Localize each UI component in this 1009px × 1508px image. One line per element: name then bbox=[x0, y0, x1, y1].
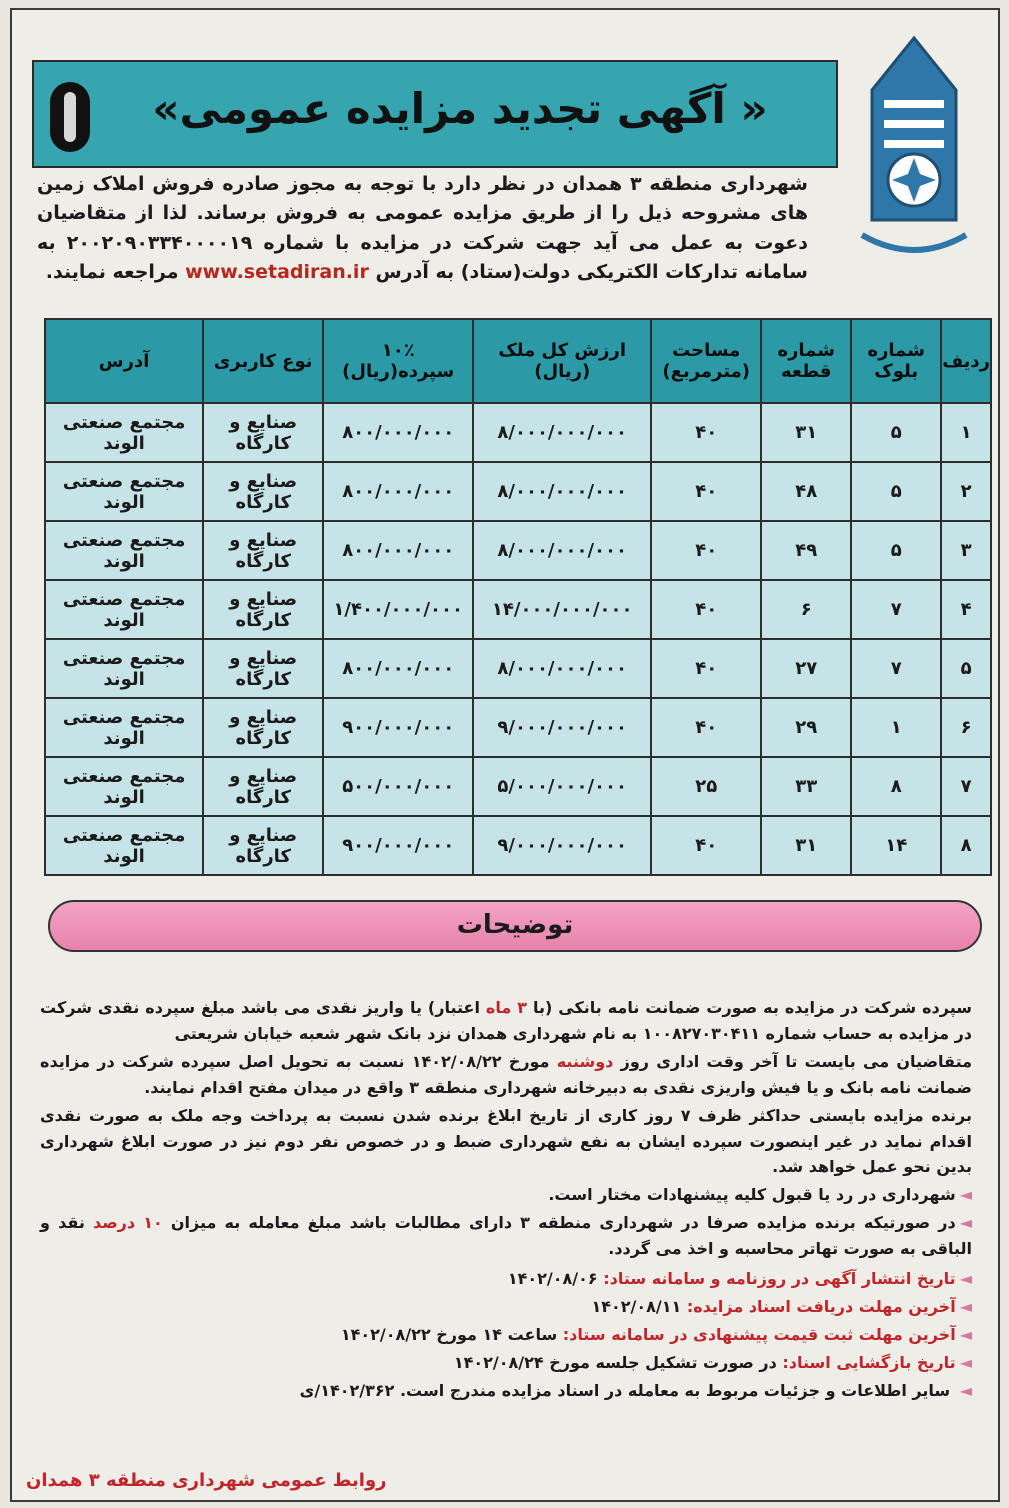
bullet-arrow-icon: ◄ bbox=[959, 1380, 972, 1400]
note-deadline-highlight: دوشنبه bbox=[556, 1051, 614, 1071]
cell-usage: صنایع و کارگاه bbox=[203, 521, 323, 580]
cell-plot: ۳۳ bbox=[761, 757, 851, 816]
cell-plot: ۶ bbox=[761, 580, 851, 639]
date-label: تاریخ انتشار آگهی در روزنامه و سامانه ستاد: bbox=[603, 1269, 956, 1289]
cell-address: مجتمع صنعتی الوند bbox=[45, 639, 203, 698]
cell-address: مجتمع صنعتی الوند bbox=[45, 403, 203, 462]
cell-usage: صنایع و کارگاه bbox=[203, 403, 323, 462]
table-row bbox=[45, 521, 991, 580]
table-row bbox=[45, 580, 991, 639]
table-header-row bbox=[45, 319, 991, 403]
bullet-arrow-icon: ◄ bbox=[959, 1213, 973, 1233]
cell-row-number: ۶ bbox=[941, 698, 991, 757]
cell-total-value: ۸/۰۰۰/۰۰۰/۰۰۰ bbox=[473, 639, 651, 698]
cell-deposit: ۱/۴۰۰/۰۰۰/۰۰۰ bbox=[323, 580, 473, 639]
cell-area: ۴۰ bbox=[651, 521, 761, 580]
cell-area: ۴۰ bbox=[651, 403, 761, 462]
explanations-banner bbox=[48, 900, 982, 952]
table-row bbox=[45, 757, 991, 816]
cell-area: ۴۰ bbox=[651, 462, 761, 521]
title-banner bbox=[32, 60, 838, 168]
cell-block: ۵ bbox=[851, 462, 941, 521]
intro-paragraph bbox=[37, 170, 808, 288]
cell-total-value: ۱۴/۰۰۰/۰۰۰/۰۰۰ bbox=[473, 580, 651, 639]
note-deposit-text-end: اعتبار) یا واریز نقدی می باشد مبلغ سپرده نقدی شرکت در مزایده به حساب شماره ۱۰۰۸۲۷۰۳۰۴۱۱ به نام شهرداری همدان نزد بانک شهر شعبه خیابان شریعتی bbox=[40, 998, 972, 1043]
date-item bbox=[40, 1266, 972, 1292]
cell-deposit: ۸۰۰/۰۰۰/۰۰۰ bbox=[323, 403, 473, 462]
cell-block: ۱۴ bbox=[851, 816, 941, 875]
banner-ornament-icon bbox=[50, 82, 90, 152]
table-row bbox=[45, 698, 991, 757]
note-deposit-highlight: ۳ ماه bbox=[485, 998, 527, 1017]
note-rights bbox=[40, 1182, 972, 1208]
date-value: ساعت ۱۴ مورخ ۱۴۰۲/۰۸/۲۲ bbox=[340, 1324, 558, 1344]
cell-block: ۱ bbox=[851, 698, 941, 757]
municipality-logo-icon bbox=[844, 30, 984, 270]
cell-total-value: ۸/۰۰۰/۰۰۰/۰۰۰ bbox=[473, 462, 651, 521]
note-deadline bbox=[40, 1049, 972, 1101]
cell-block: ۷ bbox=[851, 639, 941, 698]
intro-text: شهرداری منطقه ۳ همدان در نظر دارد با توجه به مجوز صادره فروش املاک زمین های مشروحه ذیل را از طریق مزایده عمومی به فروش برساند. لذا از متقاضیان دعوت به عمل می آید جهت شرکت در مزایده با شماره ۲۰۰۲۰۹۰۳۳۴۰۰۰۰۱۹ به سامانه تدارکات الکتریکی دولت(ستاد) به آدرس bbox=[37, 173, 808, 284]
cell-row-number: ۱ bbox=[941, 403, 991, 462]
cell-block: ۵ bbox=[851, 521, 941, 580]
bullet-arrow-icon: ◄ bbox=[959, 1185, 972, 1205]
cell-row-number: ۵ bbox=[941, 639, 991, 698]
properties-table bbox=[44, 318, 992, 876]
col-header-usage: نوع کاربری bbox=[203, 319, 323, 403]
cell-plot: ۲۹ bbox=[761, 698, 851, 757]
explanations-title: توضیحات bbox=[456, 910, 574, 940]
cell-usage: صنایع و کارگاه bbox=[203, 698, 323, 757]
date-value: ۱۴۰۲/۰۸/۰۶ bbox=[507, 1269, 598, 1289]
cell-deposit: ۸۰۰/۰۰۰/۰۰۰ bbox=[323, 639, 473, 698]
intro-tail: مراجعه نمایند. bbox=[45, 261, 179, 284]
cell-area: ۴۰ bbox=[651, 580, 761, 639]
cell-deposit: ۵۰۰/۰۰۰/۰۰۰ bbox=[323, 757, 473, 816]
date-label: تاریخ بازگشایی اسناد: bbox=[782, 1352, 956, 1372]
cell-usage: صنایع و کارگاه bbox=[203, 580, 323, 639]
cell-plot: ۴۹ bbox=[761, 521, 851, 580]
cell-total-value: ۸/۰۰۰/۰۰۰/۰۰۰ bbox=[473, 403, 651, 462]
cell-address: مجتمع صنعتی الوند bbox=[45, 521, 203, 580]
bullet-arrow-icon: ◄ bbox=[959, 1324, 972, 1344]
note-deadline-text: متقاضیان می بایست تا آخر وقت اداری روز bbox=[613, 1051, 973, 1071]
col-header-total-value: ارزش کل ملک (ریال) bbox=[473, 319, 651, 403]
col-header-area: مساحت (مترمربع) bbox=[651, 319, 761, 403]
cell-plot: ۴۸ bbox=[761, 462, 851, 521]
col-header-block: شماره بلوک bbox=[851, 319, 941, 403]
cell-plot: ۳۱ bbox=[761, 403, 851, 462]
cell-plot: ۳۱ bbox=[761, 816, 851, 875]
cell-address: مجتمع صنعتی الوند bbox=[45, 698, 203, 757]
date-label: آخرین مهلت ثبت قیمت پیشنهادی در سامانه ستاد: bbox=[562, 1324, 956, 1344]
cell-usage: صنایع و کارگاه bbox=[203, 757, 323, 816]
date-item bbox=[40, 1294, 972, 1320]
cell-deposit: ۹۰۰/۰۰۰/۰۰۰ bbox=[323, 698, 473, 757]
note-claims bbox=[40, 1210, 972, 1262]
date-item bbox=[40, 1378, 972, 1404]
footer-public-relations: روابط عمومی شهرداری منطقه ۳ همدان bbox=[26, 1470, 387, 1491]
cell-row-number: ۷ bbox=[941, 757, 991, 816]
cell-block: ۵ bbox=[851, 403, 941, 462]
col-header-deposit: ۱۰٪ سپرده(ریال) bbox=[323, 319, 473, 403]
cell-block: ۸ bbox=[851, 757, 941, 816]
cell-usage: صنایع و کارگاه bbox=[203, 639, 323, 698]
cell-total-value: ۸/۰۰۰/۰۰۰/۰۰۰ bbox=[473, 521, 651, 580]
bullet-arrow-icon: ◄ bbox=[959, 1296, 972, 1316]
advertisement-page bbox=[10, 8, 1000, 1502]
col-header-address: آدرس bbox=[45, 319, 203, 403]
table-row bbox=[45, 403, 991, 462]
page-title: « آگهی تجدید مزایده عمومی» bbox=[152, 84, 768, 133]
note-deposit bbox=[40, 995, 972, 1047]
setad-link[interactable]: www.setadiran.ir bbox=[185, 261, 369, 284]
col-header-plot: شماره قطعه bbox=[761, 319, 851, 403]
note-deposit-text: سپرده شرکت در مزایده به صورت ضمانت نامه بانکی (با bbox=[527, 998, 972, 1017]
bullet-arrow-icon: ◄ bbox=[959, 1352, 972, 1372]
date-item bbox=[40, 1322, 972, 1348]
cell-row-number: ۸ bbox=[941, 816, 991, 875]
bullet-arrow-icon: ◄ bbox=[959, 1269, 972, 1289]
cell-area: ۴۰ bbox=[651, 698, 761, 757]
date-label: آخرین مهلت دریافت اسناد مزایده: bbox=[686, 1296, 956, 1316]
note-deadline-text-end: مورخ ۱۴۰۲/۰۸/۲۲ نسبت به تحویل اصل سپرده شرکت در مزایده ضمانت نامه بانک و یا فیش واریزی نقدی به دبیرخانه شهرداری منطقه ۳ واقع در میدان مفتح اقدام نمایند. bbox=[40, 1051, 972, 1097]
date-value: ۱۴۰۲/۰۸/۱۱ bbox=[591, 1296, 682, 1316]
cell-block: ۷ bbox=[851, 580, 941, 639]
cell-deposit: ۸۰۰/۰۰۰/۰۰۰ bbox=[323, 521, 473, 580]
cell-row-number: ۴ bbox=[941, 580, 991, 639]
date-value: سایر اطلاعات و جزئیات مربوط به معامله در اسناد مزایده مندرج است. ۱۴۰۲/۳۶۲/ی bbox=[299, 1380, 951, 1400]
cell-total-value: ۵/۰۰۰/۰۰۰/۰۰۰ bbox=[473, 757, 651, 816]
cell-usage: صنایع و کارگاه bbox=[203, 462, 323, 521]
date-value: در صورت تشکیل جلسه مورخ ۱۴۰۲/۰۸/۲۴ bbox=[453, 1352, 777, 1372]
dates-list bbox=[40, 1266, 972, 1404]
explanations-notes bbox=[40, 995, 972, 1406]
table-row bbox=[45, 816, 991, 875]
cell-address: مجتمع صنعتی الوند bbox=[45, 580, 203, 639]
cell-total-value: ۹/۰۰۰/۰۰۰/۰۰۰ bbox=[473, 698, 651, 757]
note-rights-text: شهرداری در رد یا قبول کلیه پیشنهادات مختار است. bbox=[548, 1185, 956, 1205]
cell-area: ۴۰ bbox=[651, 816, 761, 875]
note-claims-text-end: نقد و الباقی به صورت تهاتر محاسبه و اخذ می گردد. bbox=[40, 1213, 972, 1259]
cell-deposit: ۹۰۰/۰۰۰/۰۰۰ bbox=[323, 816, 473, 875]
cell-area: ۲۵ bbox=[651, 757, 761, 816]
date-item bbox=[40, 1350, 972, 1376]
note-claims-highlight: ۱۰ درصد bbox=[92, 1213, 163, 1233]
cell-plot: ۲۷ bbox=[761, 639, 851, 698]
cell-usage: صنایع و کارگاه bbox=[203, 816, 323, 875]
cell-row-number: ۲ bbox=[941, 462, 991, 521]
cell-address: مجتمع صنعتی الوند bbox=[45, 462, 203, 521]
cell-area: ۴۰ bbox=[651, 639, 761, 698]
cell-address: مجتمع صنعتی الوند bbox=[45, 816, 203, 875]
table-row bbox=[45, 462, 991, 521]
cell-row-number: ۳ bbox=[941, 521, 991, 580]
col-header-row-number: ردیف bbox=[941, 319, 991, 403]
cell-total-value: ۹/۰۰۰/۰۰۰/۰۰۰ bbox=[473, 816, 651, 875]
note-winner: برنده مزایده بایستی حداکثر ظرف ۷ روز کاری از تاریخ ابلاغ برنده شدن نسبت به پرداخت وجه ملک به صورت نقدی اقدام نماید در غیر اینصورت سپرده ایشان به نفع شهرداری ضبط و در خصوص نفر دوم نیز در صورت ابلاغ شهرداری بدین نحو عمل خواهد شد. bbox=[40, 1105, 972, 1177]
cell-address: مجتمع صنعتی الوند bbox=[45, 757, 203, 816]
table-row bbox=[45, 639, 991, 698]
cell-deposit: ۸۰۰/۰۰۰/۰۰۰ bbox=[323, 462, 473, 521]
note-claims-text: در صورتیکه برنده مزایده صرفا در شهرداری منطقه ۳ دارای مطالبات باشد مبلغ معامله به میزان bbox=[162, 1213, 956, 1233]
